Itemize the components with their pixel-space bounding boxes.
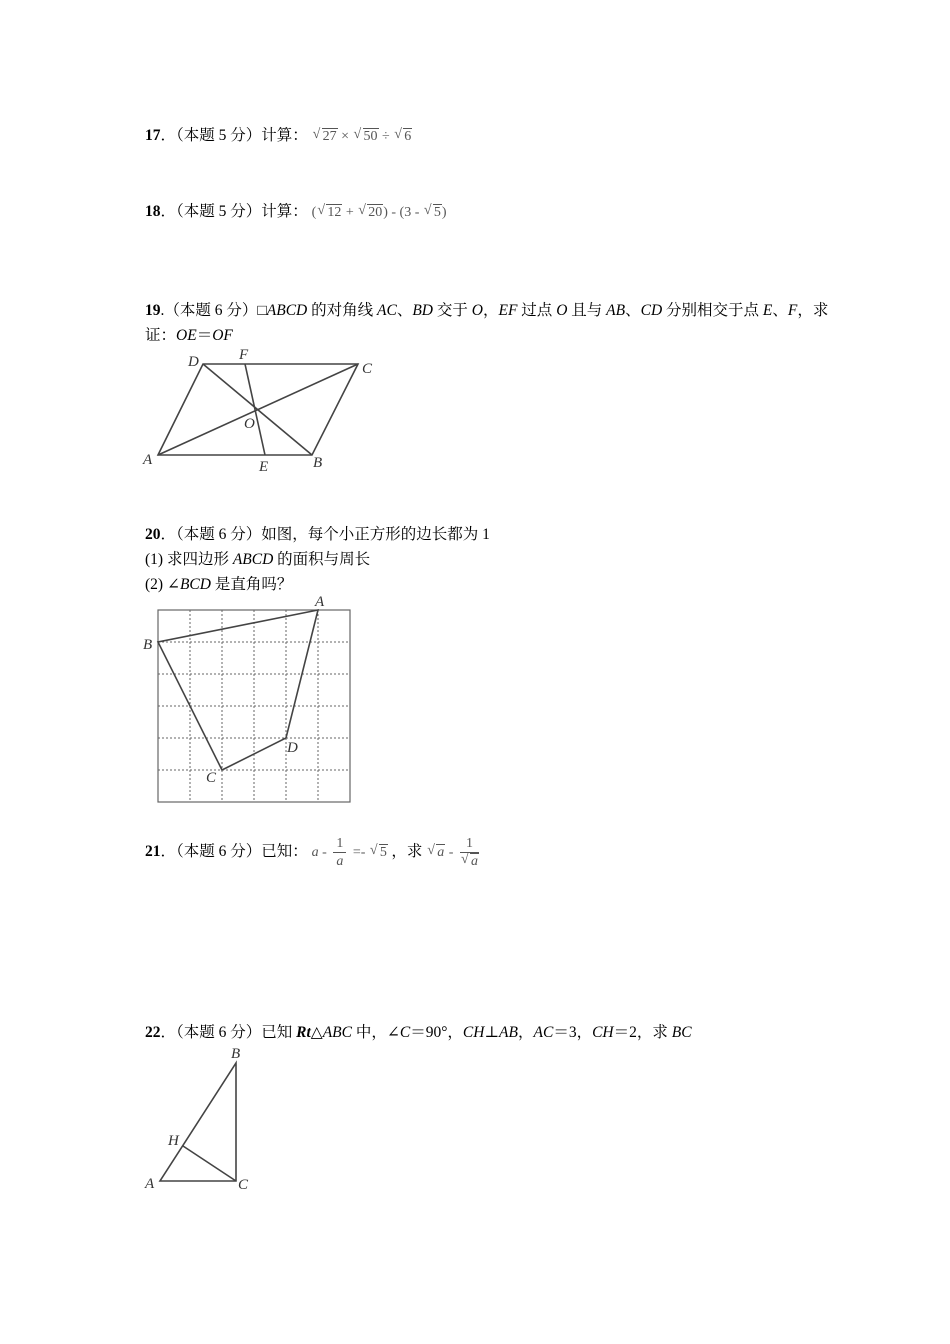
text: ＝90°，: [410, 1024, 463, 1041]
fraction: 1 √ a: [460, 835, 478, 869]
radicand: a: [437, 845, 445, 860]
math-var: AC: [377, 302, 397, 319]
altitude-ch: [183, 1146, 236, 1181]
text: 、: [772, 302, 788, 319]
text: 、: [625, 302, 641, 319]
label-A: A: [145, 1176, 155, 1192]
radicand: 12: [327, 205, 342, 220]
question-prefix: ．（本题 6 分）已知: [160, 1024, 297, 1041]
math-var: E: [762, 302, 773, 319]
text: ＝: [196, 327, 213, 344]
math-var: C: [399, 1024, 411, 1041]
text: ＝3，: [553, 1024, 593, 1041]
label-B: B: [143, 637, 153, 653]
math-var: ABC: [322, 1024, 352, 1041]
radicand: 5: [433, 205, 441, 220]
label-A: A: [143, 452, 153, 468]
text: 的面积与周长: [273, 551, 371, 568]
given-expression: a - $\frac{1}{a}$ =- √ 5: [311, 835, 387, 869]
operator: ×: [341, 129, 350, 144]
numerator: 1: [333, 835, 346, 853]
radicand: a: [470, 853, 478, 869]
text: 是直角吗？: [210, 576, 293, 593]
paren: (: [311, 205, 317, 220]
label-B: B: [231, 1046, 241, 1062]
operator: -: [445, 845, 457, 860]
math-var: AB: [606, 302, 626, 319]
math-var: CH: [592, 1024, 614, 1041]
radicand: 5: [379, 845, 387, 860]
question-number: 22: [145, 1024, 161, 1041]
operator: =-: [349, 845, 369, 860]
parallelogram-symbol: □: [257, 302, 267, 319]
math-var: CH: [462, 1024, 485, 1041]
label-A: A: [315, 594, 325, 610]
label-O: O: [244, 416, 255, 432]
label-D: D: [287, 740, 298, 756]
operator: ÷: [382, 129, 390, 144]
math-var: O: [471, 302, 483, 319]
text: ⊥: [484, 1024, 500, 1041]
question-prefix: ．（本题 6 分）已知：: [160, 843, 308, 860]
radicand: 27: [322, 129, 337, 144]
text: 交于: [433, 302, 472, 319]
label-B: B: [313, 455, 323, 471]
text: 、: [396, 302, 413, 319]
math-var: F: [787, 302, 798, 319]
math-var: BCD: [179, 576, 211, 593]
label-H: H: [168, 1133, 179, 1149]
triangle-symbol: △: [310, 1024, 323, 1041]
expression: √ 27 × √ 50 ÷ √ 6: [312, 127, 412, 144]
math-var: OE: [176, 327, 197, 344]
text: 的对角线: [307, 302, 377, 319]
math-var: AB: [499, 1024, 518, 1041]
question-number: 21: [145, 843, 161, 860]
label-E: E: [259, 459, 269, 475]
text: 中，∠: [352, 1024, 400, 1041]
math-var: BC: [671, 1024, 692, 1041]
target-expression: √ a - 1 √ a: [427, 835, 478, 869]
text: 过点: [517, 302, 557, 319]
text: 证：: [145, 327, 177, 344]
question-number: 18: [145, 203, 161, 220]
label-F: F: [239, 347, 249, 363]
math-var: ABCD: [266, 302, 308, 319]
question-number: 17: [145, 127, 161, 144]
operator: ) - (3 -: [383, 205, 420, 220]
radicand: 6: [404, 129, 412, 144]
text: 且与: [567, 302, 607, 319]
math-var: a: [311, 845, 319, 860]
label-C: C: [362, 361, 373, 377]
question-number: 20: [145, 526, 161, 543]
expression: ( √ 12 + √ 20) - (3 - √ 5): [311, 203, 447, 220]
label-C: C: [206, 770, 217, 786]
math-var: ABCD: [232, 551, 274, 568]
label-D: D: [188, 354, 199, 370]
math-var: CD: [640, 302, 663, 319]
denominator: a: [336, 853, 344, 869]
math-var: O: [556, 302, 568, 319]
text: ，求: [797, 302, 829, 319]
math-var: AC: [533, 1024, 554, 1041]
text: ，求: [391, 843, 423, 860]
text: (2) ∠: [145, 576, 180, 593]
operator: +: [345, 205, 354, 220]
radicand: 50: [363, 129, 378, 144]
math-var: EF: [498, 302, 518, 319]
numerator: 1: [460, 835, 479, 853]
question-prefix: .（本题 6 分）: [160, 302, 258, 319]
math-var: OF: [212, 327, 233, 344]
question-text: ．（本题 6 分）如图，每个小正方形的边长都为 1: [160, 526, 490, 543]
math-var: BD: [412, 302, 433, 319]
label-C: C: [238, 1177, 249, 1193]
operator: -: [318, 845, 331, 860]
question-prefix: ．（本题 5 分）计算：: [160, 203, 308, 220]
text: ，: [482, 302, 499, 319]
triangle-abc: [160, 1063, 236, 1181]
text: (1) 求四边形: [145, 551, 233, 568]
question-prefix: ．（本题 5 分）计算：: [160, 127, 308, 144]
paren: ): [441, 205, 447, 220]
text: ＝2，求: [613, 1024, 672, 1041]
text: ，: [517, 1024, 534, 1041]
text: 分别相交于点: [662, 302, 763, 319]
radicand: 20: [368, 205, 383, 220]
math-var: Rt: [296, 1024, 311, 1041]
question-number: 19: [145, 302, 161, 319]
